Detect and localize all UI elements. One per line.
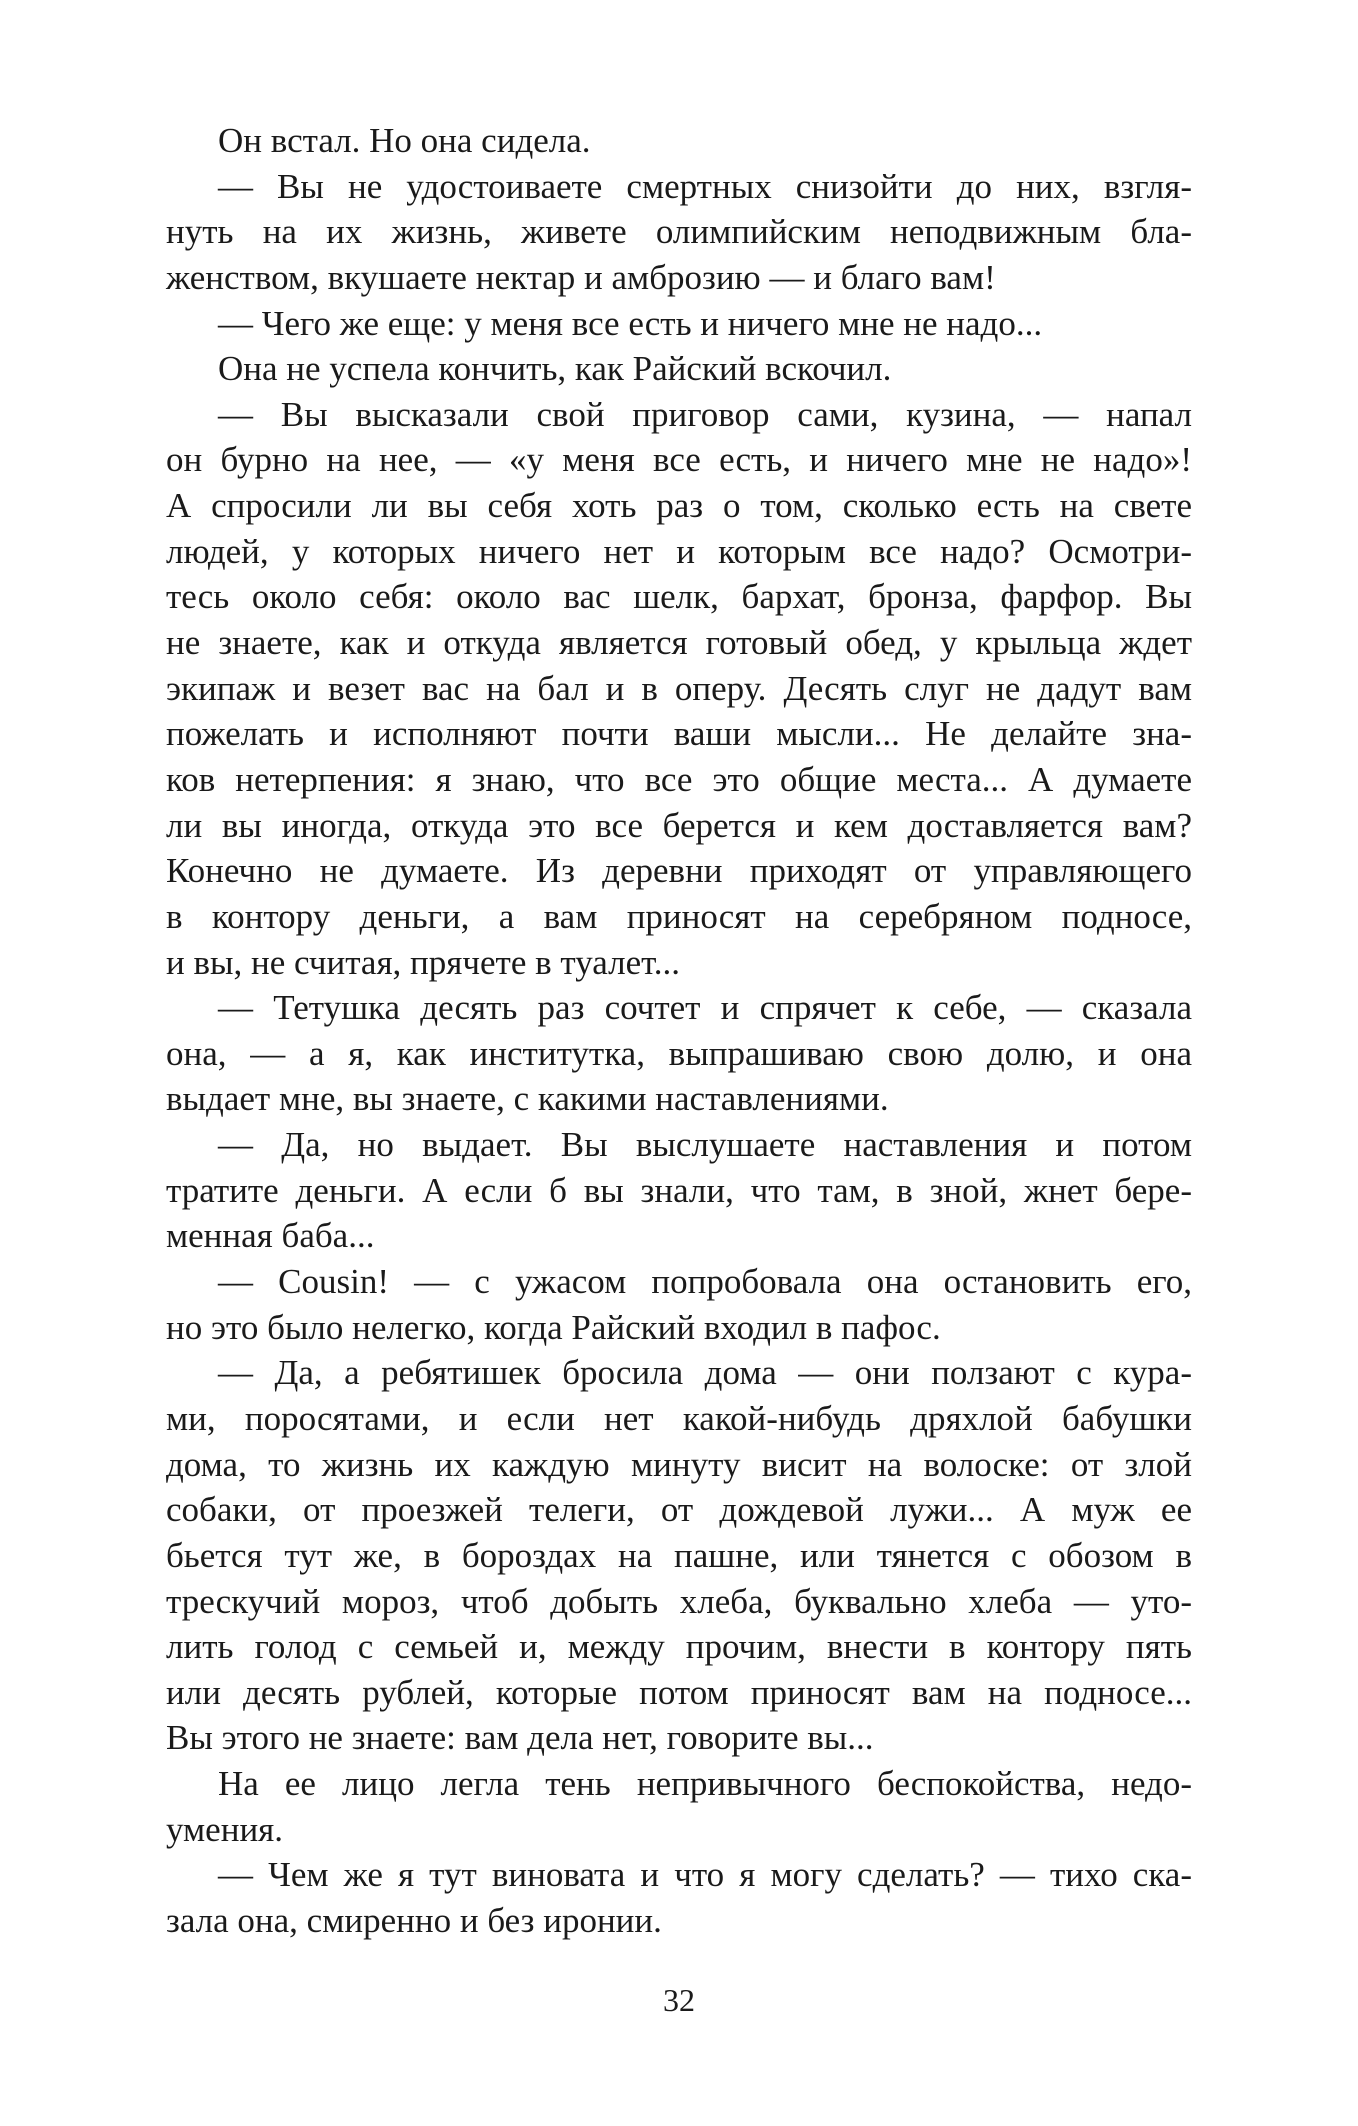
text-line: Он встал. Но она сидела. (218, 121, 591, 160)
text-line: — Чего же еще: у меня все есть и ничего мне не надо... (218, 303, 1043, 343)
text-line: зала она, смиренно и без иронии. (166, 1900, 662, 1940)
text-line: Конечно не думаете. Из деревни приходят от управляющего (166, 851, 1192, 891)
text-line: — Тетушка десять раз сочтет и спрячет к себе, — сказала (218, 988, 1192, 1028)
text-line: ков нетерпения: я знаю, что все это общие места... А думаете (166, 759, 1192, 799)
text-line: ли вы иногда, откуда это все берется и кем доставляется вам? (166, 805, 1192, 845)
text-line: — Вы не удостоиваете смертных снизойти до них, взгля- (218, 166, 1192, 206)
text-line: На ее лицо легла тень непривычного беспокойства, недо- (218, 1764, 1192, 1804)
text-line: собаки, от проезжей телеги, от дождевой лужи... А муж ее (166, 1490, 1192, 1530)
text-line: Она не успела кончить, как Райский вскочил. (218, 349, 892, 389)
text-line: или десять рублей, которые потом приносят вам на подносе... (166, 1672, 1192, 1712)
text-line: бьется тут же, в бороздах на пашне, или тянется с обозом в (166, 1535, 1192, 1575)
text-line: лить голод с семьей и, между прочим, внести в контору пять (166, 1627, 1192, 1667)
text-line: менная баба... (166, 1216, 375, 1256)
text-line: нуть на их жизнь, живете олимпийским неподвижным бла- (166, 212, 1192, 252)
text-line: А спросили ли вы себя хоть раз о том, сколько есть на свете (166, 486, 1192, 526)
text-line: он бурно на нее, — «у меня все есть, и ничего мне не надо»! (166, 440, 1192, 480)
text-line: Вы этого не знаете: вам дела нет, говорите вы... (166, 1718, 874, 1758)
page-number: 32 (663, 1982, 695, 2018)
text-line: — Чем же я тут виновата и что я могу сделать? — тихо ска- (218, 1855, 1192, 1895)
text-line: трескучий мороз, чтоб добыть хлеба, буквально хлеба — уто- (166, 1581, 1192, 1621)
text-line: ми, поросятами, и если нет какой-нибудь дряхлой бабушки (166, 1398, 1192, 1438)
text-line: не знаете, как и откуда является готовый обед, у крыльца ждет (166, 623, 1192, 663)
text-line: — Да, а ребятишек бросила дома — они ползают с кура- (218, 1353, 1192, 1393)
text-line: но это было нелегко, когда Райский входил в пафос. (166, 1307, 941, 1347)
text-line: — Вы высказали свой приговор сами, кузина, — напал (218, 394, 1192, 434)
text-line: умения. (166, 1809, 284, 1849)
text-line: — Да, но выдает. Вы выслушаете наставления и потом (218, 1125, 1192, 1165)
text-line: женством, вкушаете нектар и амброзию — и благо вам! (166, 257, 996, 297)
text-line: тратите деньги. А если б вы знали, что там, в зной, жнет бере- (166, 1170, 1192, 1210)
body-text (166, 118, 1192, 1944)
text-line: и вы, не считая, прячете в туалет... (166, 942, 681, 982)
text-line: дома, то жизнь их каждую минуту висит на волоске: от злой (166, 1444, 1192, 1484)
text-line: тесь около себя: около вас шелк, бархат, бронза, фарфор. Вы (166, 577, 1192, 617)
text-line: — Cousin! — с ужасом попробовала она остановить его, (218, 1262, 1192, 1302)
text-line: она, — а я, как институтка, выпрашиваю свою долю, и она (166, 1033, 1192, 1073)
text-line: экипаж и везет вас на бал и в оперу. Десять слуг не дадут вам (166, 668, 1192, 708)
text-line: людей, у которых ничего нет и которым все надо? Осмотри- (166, 531, 1192, 571)
text-line: в контору деньги, а вам приносят на серебряном подносе, (166, 896, 1192, 936)
text-line: пожелать и исполняют почти ваши мысли... Не делайте зна- (166, 714, 1192, 754)
text-line: выдает мне, вы знаете, с какими наставлениями. (166, 1079, 889, 1119)
